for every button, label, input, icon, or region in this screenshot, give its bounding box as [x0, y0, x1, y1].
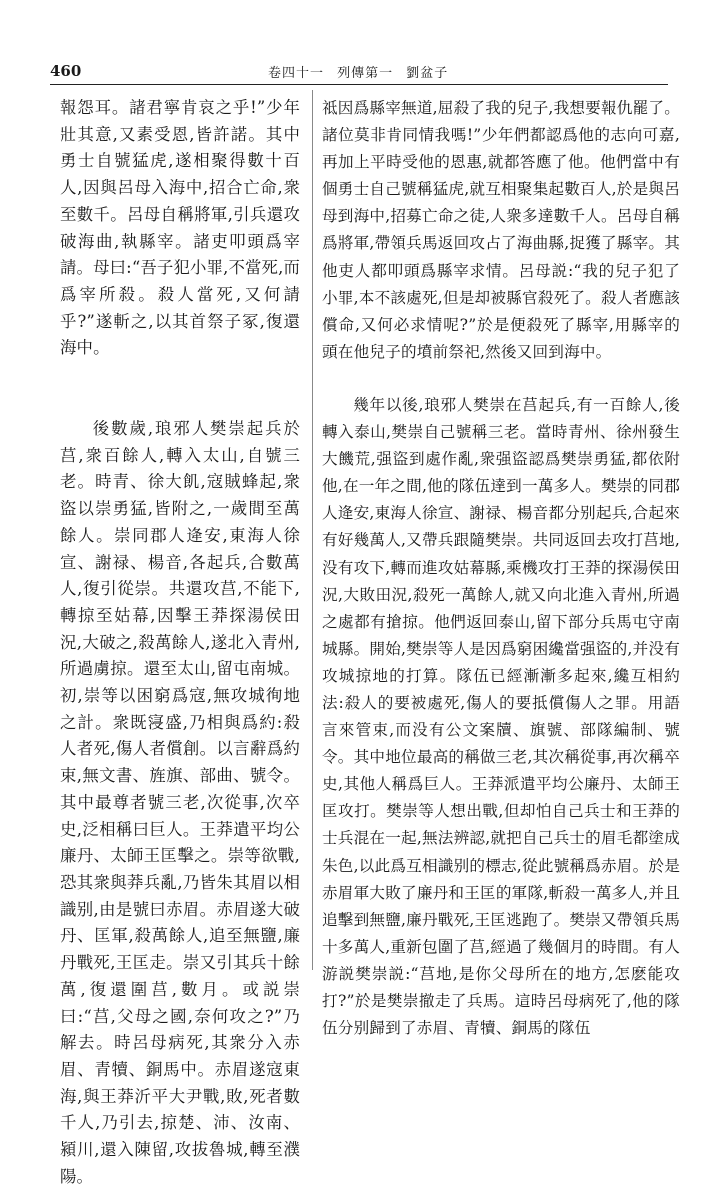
header-rule — [50, 84, 668, 85]
original-paragraph-1: 報怨耳。諸君寧肯哀之乎!”少年壯其意,又素受恩,皆許諾。其中勇士自號猛虎,遂相聚得數十百人,因與呂母入海中,招合亡命,衆至數千。呂母自稱將軍,引兵還攻破海曲,執縣宰。諸吏叩頭爲宰請。母曰:“吾子犯小罪,不當死,而爲宰所殺。殺人當死,又何請乎?”遂斬之,以其首祭子冢,復還海中。 — [60, 98, 300, 358]
original-text-column — [60, 95, 300, 1190]
original-paragraph-2: 後數歲,琅邪人樊崇起兵於莒,衆百餘人,轉入太山,自號三老。時青、徐大飢,寇賊蜂起,衆盜以崇勇猛,皆附之,一歲間至萬餘人。崇同郡人逄安,東海人徐宣、謝禄、楊音,各起兵,合數萬人,復引從崇。共還攻莒,不能下,轉掠至姑幕,因擊王莽探湯侯田況,大破之,殺萬餘人,遂北入青州,所過虜掠。還至太山,留屯南城。初,崇等以困窮爲寇,無攻城徇地之計。衆既寖盛,乃相與爲約:殺人者死,傷人者償創。以言辭爲約束,無文書、旌旗、部曲、號令。其中最尊者號三老,次從事,次卒史,泛相稱曰巨人。王莽遣平均公廉丹、太師王匡擊之。崇等欲戰,恐其衆與莽兵亂,乃皆朱其眉以相識别,由是號曰赤眉。赤眉遂大破丹、匡軍,殺萬餘人,追至無鹽,廉丹戰死,王匡走。崇又引其兵十餘萬,復還圍莒,數月。或説崇曰:“莒,父母之國,奈何攻之?”乃解去。時呂母病死,其衆分入赤眉、青犢、銅馬中。赤眉遂寇東海,與王莽沂平大尹戰,敗,死者數千人,乃引去,掠楚、沛、汝南、潁川,還入陳留,攻拔魯城,轉至濮陽。 — [60, 419, 300, 1186]
column-divider — [312, 90, 313, 970]
paragraph-spacer — [322, 366, 680, 392]
translation-paragraph-1: 祗因爲縣宰無道,屈殺了我的兒子,我想要報仇罷了。諸位莫非肯同情我嗎!”少年們都認爲他的志向可嘉,再加上平時受他的恩惠,就都答應了他。他們當中有個勇士自己號稱猛虎,就互相聚集起數百人,於是與呂母到海中,招募亡命之徒,人衆多達數千人。呂母自稱爲將軍,帶領兵馬返回攻占了海曲縣,捉獲了縣宰。其他吏人都叩頭爲縣宰求情。呂母説:“我的兒子犯了小罪,本不該處死,但是却被縣官殺死了。殺人者應該償命,又何必求情呢?”於是便殺死了縣宰,用縣宰的頭在他兒子的墳前祭祀,然後又回到海中。 — [322, 99, 680, 361]
paragraph-spacer — [60, 362, 300, 416]
running-head: 卷四十一 列傳第一 劉盆子 — [268, 66, 449, 81]
translation-column — [322, 95, 680, 1042]
page-number: 460 — [50, 62, 82, 80]
translation-paragraph-2: 幾年以後,琅邪人樊崇在莒起兵,有一百餘人,後轉入泰山,樊崇自己號稱三老。當時青州、徐州發生大饑荒,强盜到處作亂,衆强盜認爲樊崇勇猛,都依附他,在一年之間,他的隊伍達到一萬多人。樊崇的同郡人逄安,東海人徐宣、謝禄、楊音都分别起兵,合起來有好幾萬人,又帶兵跟隨樊崇。共同返回去攻打莒地,没有攻下,轉而進攻姑幕縣,乘機攻打王莽的探湯侯田況,大敗田況,殺死一萬餘人,就又向北進入青州,所過之處都有搶掠。他們返回泰山,留下部分兵馬屯守南城縣。開始,樊崇等人是因爲窮困纔當强盜的,并没有攻城掠地的打算。隊伍已經漸漸多起來,纔互相約法:殺人的要被處死,傷人的要抵償傷人之罪。用語言來管束,而没有公文案牘、旗號、部隊編制、號令。其中地位最高的稱做三老,其次稱從事,再次稱卒史,其他人稱爲巨人。王莽派遣平均公廉丹、太師王匡攻打。樊崇等人想出戰,但却怕自己兵士和王莽的士兵混在一起,無法辨認,就把自己兵士的眉毛都塗成朱色,以此爲互相識别的標志,從此號稱爲赤眉。於是赤眉軍大敗了廉丹和王匡的軍隊,斬殺一萬多人,并且追擊到無鹽,廉丹戰死,王匡逃跑了。樊崇又帶領兵馬十多萬人,重新包圍了莒,經過了幾個月的時間。有人游説樊崇説:“莒地,是你父母所在的地方,怎麽能攻打?”於是樊崇撤走了兵馬。這時呂母病死了,他的隊伍分别歸到了赤眉、青犢、銅馬的隊伍 — [322, 395, 680, 1038]
